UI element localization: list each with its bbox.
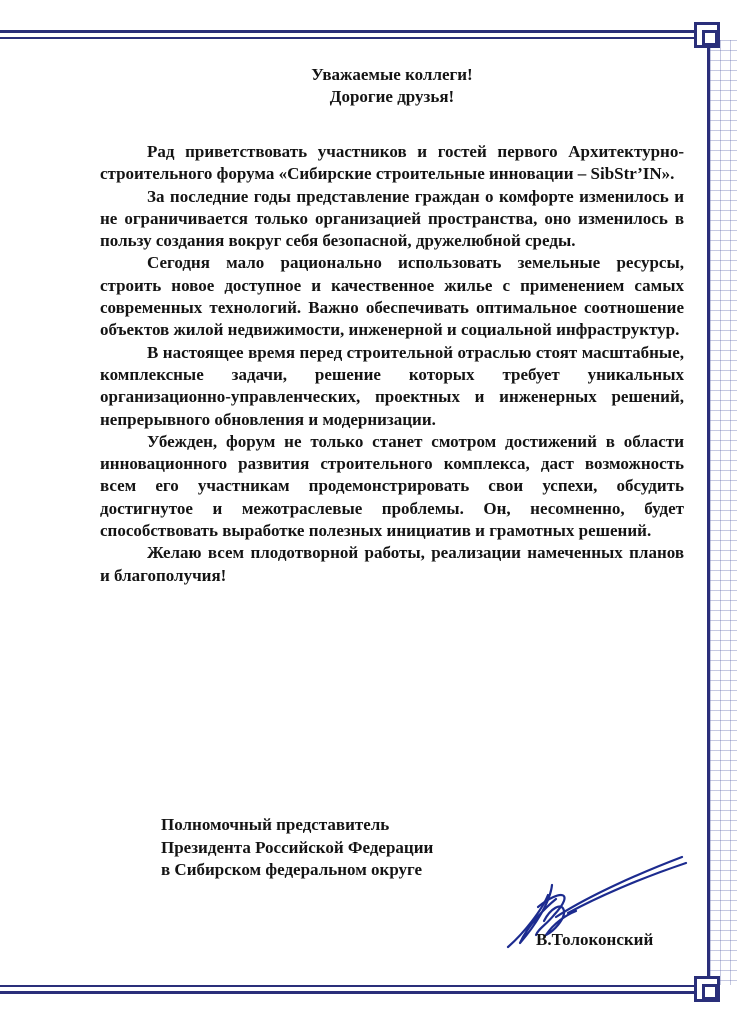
frame-top-border: [0, 30, 700, 40]
greeting-line-2: Дорогие друзья!: [329, 87, 455, 106]
paragraph-comfort: За последние годы представление граждан о комфорте изменилось и не ограничивается только организацией пространства, оно изменилось в пользу создания вокруг себя безопасной, дружелюбной среды.: [100, 186, 684, 251]
paragraph-welcome: Рад приветствовать участников и гостей первого Архитектурно-строительного форума «Сибирские строительные инновации – SibStr’IN».: [100, 142, 684, 184]
signer-position-line-2: Президента Российской Федерации: [161, 837, 434, 857]
paragraph-resources: Сегодня мало рационально использовать земельные ресурсы, строить новое доступное и качественное жилье с применением самых современных технологий. Важно обеспечивать оптимальное соотношение объектов жилой недвижимости, инженерной и социальной инфраструктур.: [100, 253, 684, 340]
signer-position-line-3: в Сибирском федеральном округе: [161, 860, 423, 879]
frame-corner-bottom-ornament: [694, 976, 720, 1002]
signer-position-line-1: Полномочный представитель: [161, 815, 390, 834]
letter-body: [100, 141, 684, 587]
paragraph-forum: Убежден, форум не только станет смотром достижений в области инновационного развития строительного комплекса, даст возможность всем его участникам продемонстрировать свои успехи, обсудить достигнутое и межотраслевые проблемы. Он, несомненно, будет способствовать выработке полезных инициатив и грамотных решений.: [100, 431, 684, 541]
signer-name: В.Толоконский: [536, 930, 654, 949]
frame-bottom-border: [0, 985, 700, 995]
greeting-line-1: Уважаемые коллеги!: [311, 65, 473, 84]
greeting-heading: [100, 64, 684, 108]
paragraph-tasks: В настоящее время перед строительной отраслью стоят масштабные, комплексные задачи, решение которых требует уникальных организационно-управленческих, проектных и инженерных решений, непрерывного обновления и модернизации.: [100, 342, 684, 429]
paragraph-wishes: Желаю всем плодотворной работы, реализации намеченных планов и благополучия!: [100, 543, 684, 585]
frame-corner-top-ornament: [694, 22, 720, 48]
frame-right-border: [707, 40, 737, 985]
